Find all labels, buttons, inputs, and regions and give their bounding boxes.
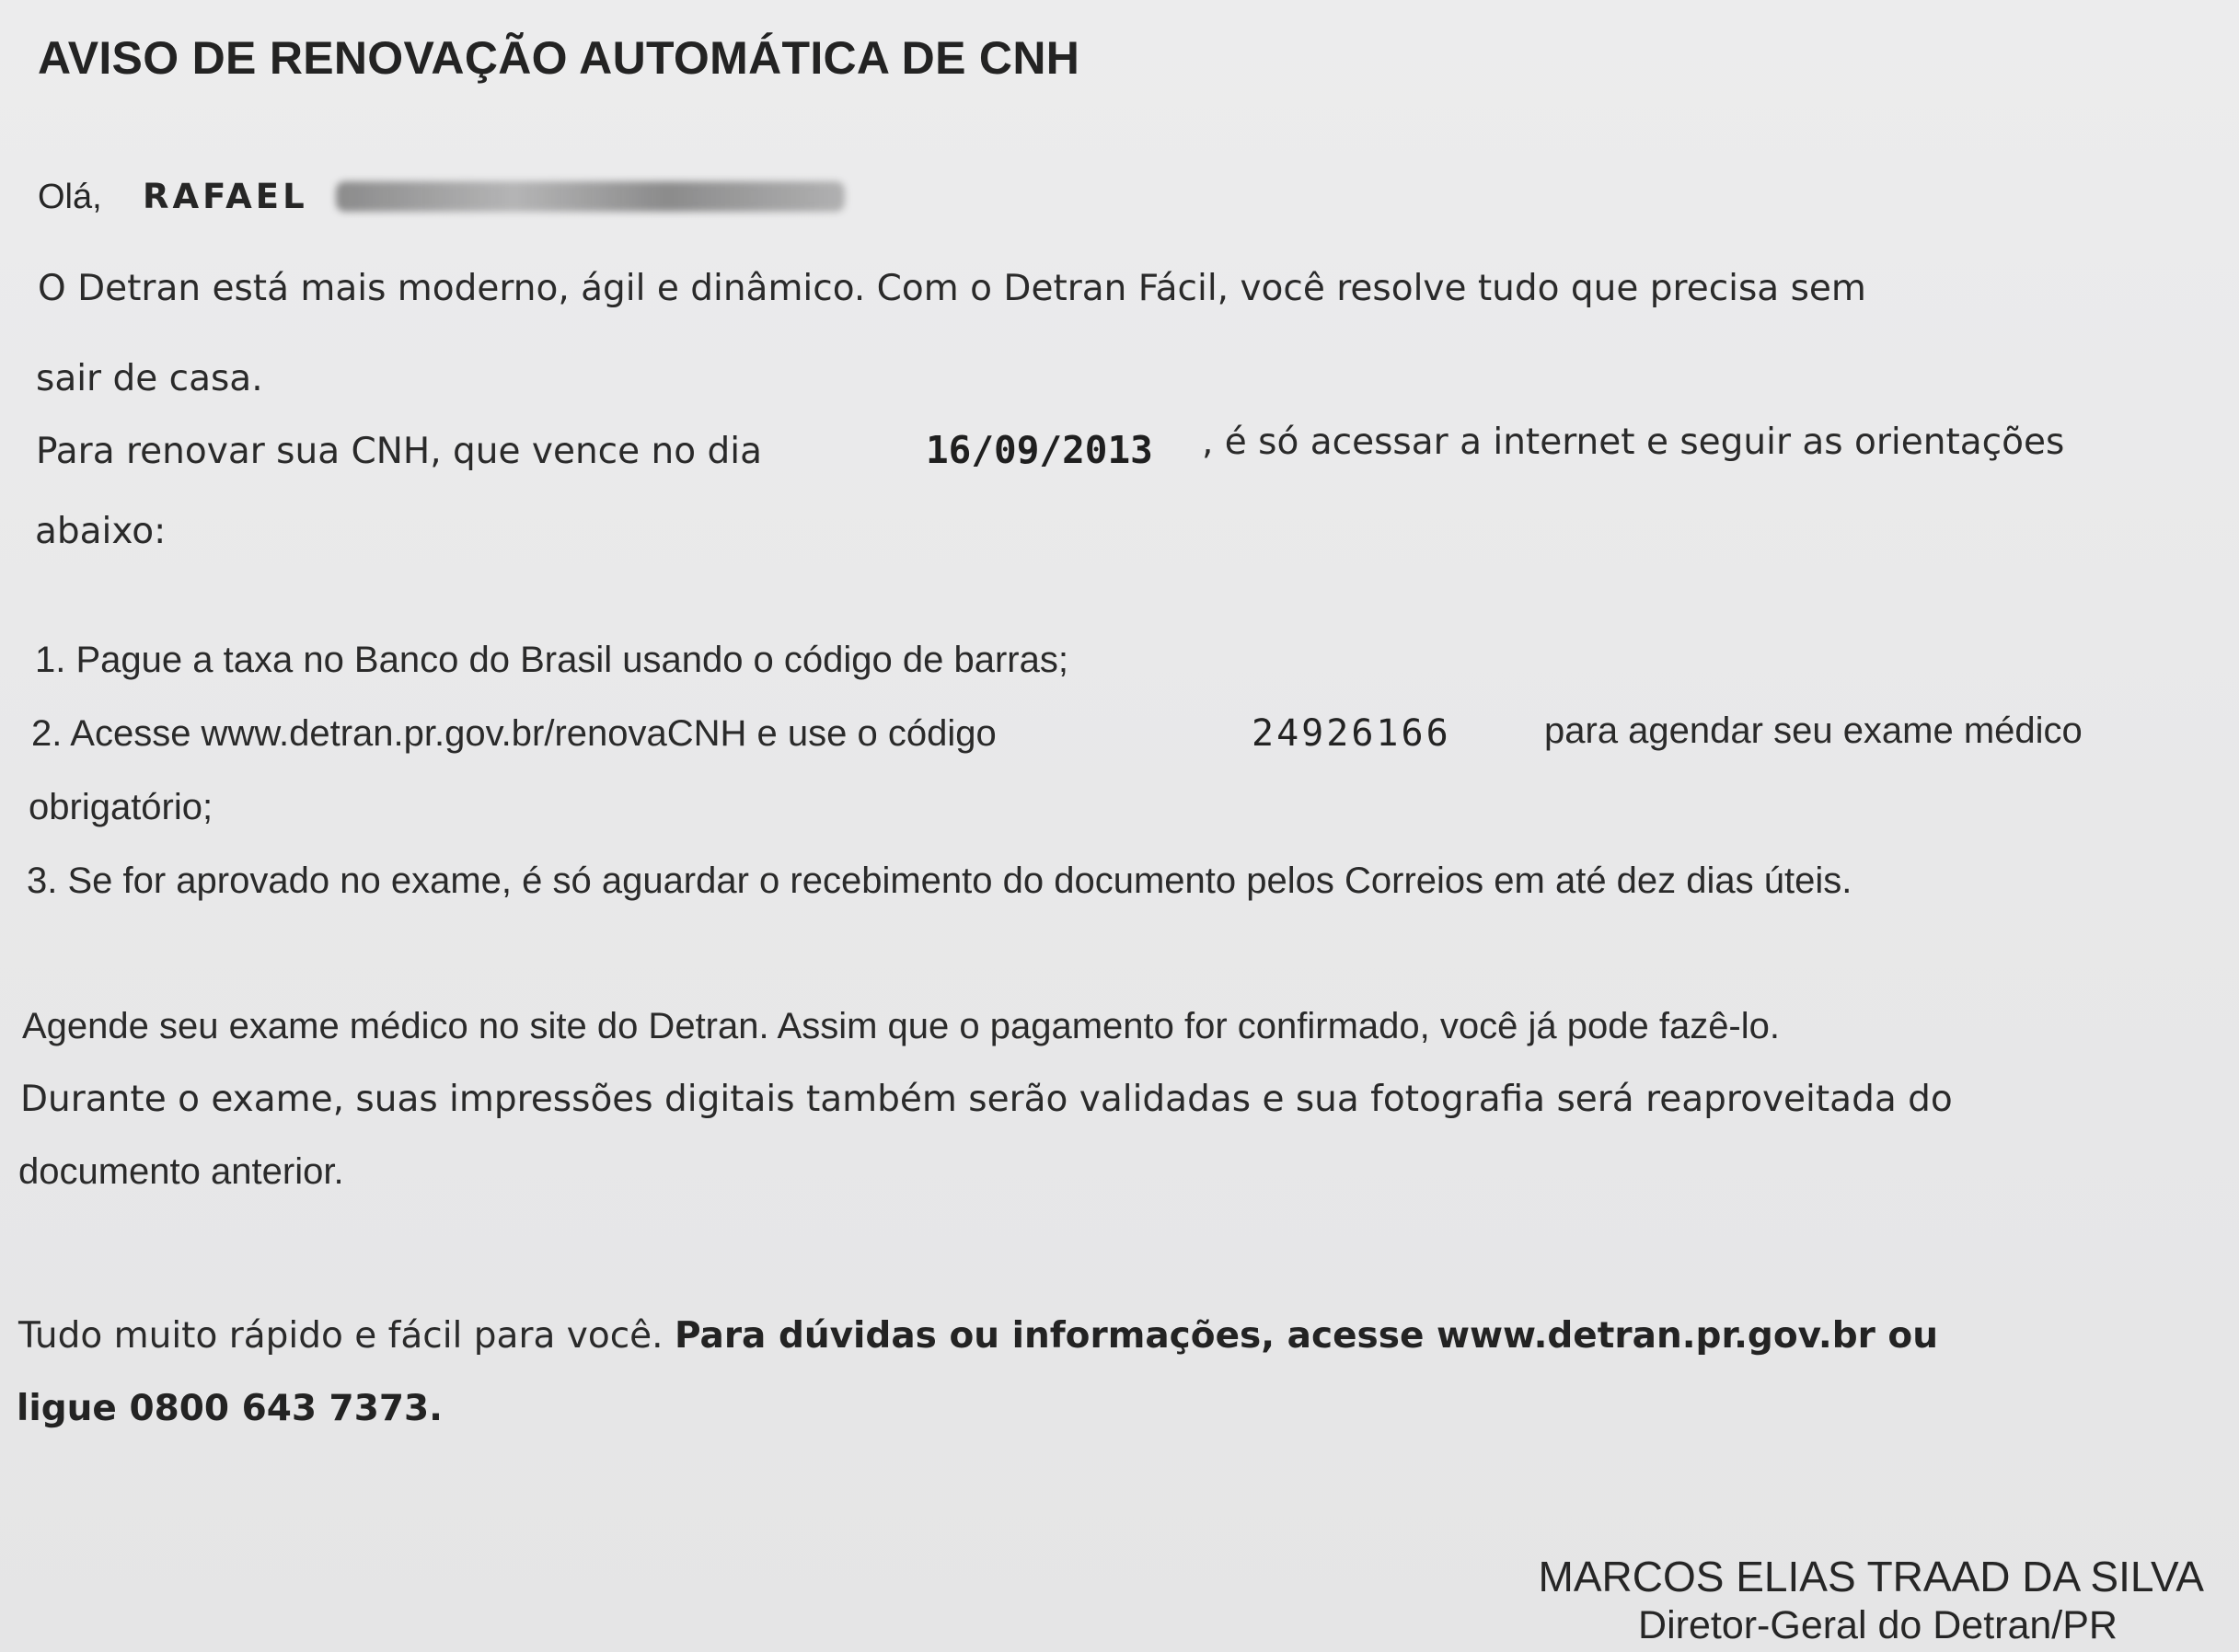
- intro-line-3: [36, 431, 762, 472]
- closing-bold-1: Para dúvidas ou informações, acesse www.detran.pr.gov.br ou: [674, 1315, 1938, 1357]
- step-1: 1. Pague a taxa no Banco do Brasil usando o código de barras;: [35, 640, 1068, 680]
- signatory-role: Diretor-Geral do Detran/PR: [1638, 1603, 2118, 1647]
- closing-line-2: ligue 0800 643 7373.: [17, 1388, 443, 1429]
- step-2-suffix: para agendar seu exame médico: [1544, 710, 2083, 751]
- renewal-code: 24926166: [1252, 712, 1451, 755]
- greeting-label: Olá,: [38, 178, 102, 216]
- redacted-surname: [336, 181, 845, 212]
- step-3: 3. Se for aprovado no exame, é só aguardar o recebimento do documento pelos Correios em até dez dias úteis.: [27, 861, 1852, 901]
- recipient-name: RAFAEL: [143, 177, 308, 216]
- intro-line-3-suffix: , é só acessar a internet e seguir as orientações: [1202, 422, 2065, 463]
- exam-line-1: Agende seu exame médico no site do Detran. Assim que o pagamento for confirmado, você já pode fazê-lo.: [22, 1006, 1780, 1046]
- closing-plain: Tudo muito rápido e fácil para você.: [18, 1315, 664, 1357]
- intro-line-4: abaixo:: [35, 511, 167, 552]
- exam-line-3: documento anterior.: [18, 1151, 344, 1192]
- intro-line-2: sair de casa.: [36, 358, 263, 399]
- document-title: AVISO DE RENOVAÇÃO AUTOMÁTICA DE CNH: [38, 32, 1080, 84]
- exam-line-2: Durante o exame, suas impressões digitais também serão validadas e sua fotografia será reaproveitada do: [20, 1079, 1953, 1120]
- intro-line-3-prefix: Para renovar sua CNH, que vence no dia: [36, 431, 762, 472]
- expiry-date: 16/09/2013: [926, 428, 1153, 472]
- intro-line-1: O Detran está mais moderno, ágil e dinâmico. Com o Detran Fácil, você resolve tudo que precisa sem: [38, 268, 1866, 309]
- step-2-prefix: 2. Acesse www.detran.pr.gov.br/renovaCNH e use o código: [31, 713, 997, 754]
- step-2-continued: obrigatório;: [29, 787, 214, 827]
- closing-line-1: [18, 1315, 1938, 1357]
- signatory-name: MARCOS ELIAS TRAAD DA SILVA: [1538, 1553, 2204, 1600]
